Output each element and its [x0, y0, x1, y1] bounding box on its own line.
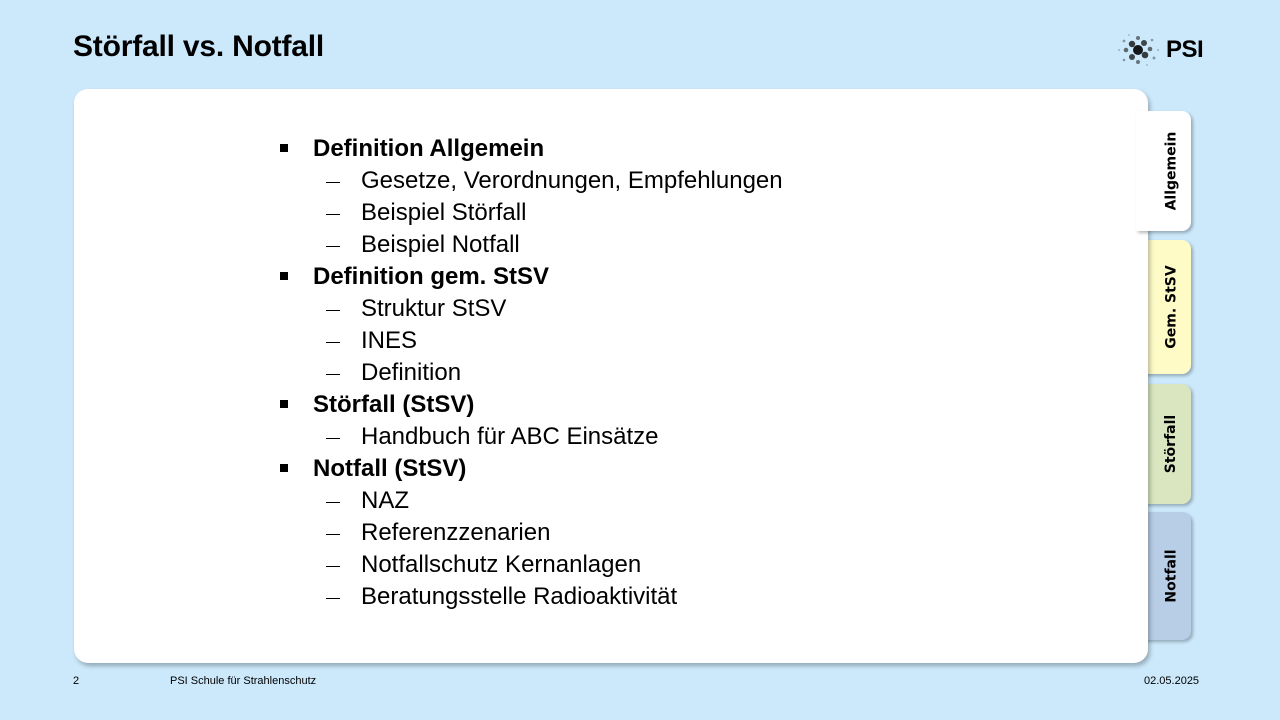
slide-title: Störfall vs. Notfall: [73, 30, 325, 63]
outline-subitem: Beispiel Störfall: [278, 197, 783, 229]
outline-subitem: INES: [278, 325, 783, 357]
outline-subitem: Referenzzenarien: [278, 517, 783, 549]
outline-heading: Definition gem. StSV: [278, 261, 783, 293]
tab-label: Störfall: [1163, 414, 1180, 474]
outline-subitem: Beratungsstelle Radioaktivität: [278, 581, 783, 613]
psi-logo-icon: [1114, 30, 1164, 70]
outline-subitem: Notfallschutz Kernanlagen: [278, 549, 783, 581]
tab-allgemein[interactable]: [1136, 111, 1191, 231]
tab-label: Notfall: [1163, 549, 1180, 603]
outline-subitem: Struktur StSV: [278, 293, 783, 325]
outline-list: [278, 133, 783, 613]
outline-subitem: Handbuch für ABC Einsätze: [278, 421, 783, 453]
page-number: 2: [73, 675, 80, 687]
outline-subitem: Beispiel Notfall: [278, 229, 783, 261]
outline-heading: Störfall (StSV): [278, 389, 783, 421]
outline-heading: Definition Allgemein: [278, 133, 783, 165]
outline-subitem: Gesetze, Verordnungen, Empfehlungen: [278, 165, 783, 197]
footer-organization: PSI Schule für Strahlenschutz: [170, 675, 317, 687]
outline-subitem: NAZ: [278, 485, 783, 517]
content-card: [74, 89, 1148, 663]
logo-text: PSI: [1166, 36, 1204, 63]
footer-date: 02.05.2025: [1144, 675, 1200, 687]
tab-label: Gem. StSV: [1163, 265, 1180, 349]
outline-heading: Notfall (StSV): [278, 453, 783, 485]
psi-logo: [1114, 30, 1210, 70]
tab-label: Allgemein: [1163, 131, 1180, 211]
outline-subitem: Definition: [278, 357, 783, 389]
